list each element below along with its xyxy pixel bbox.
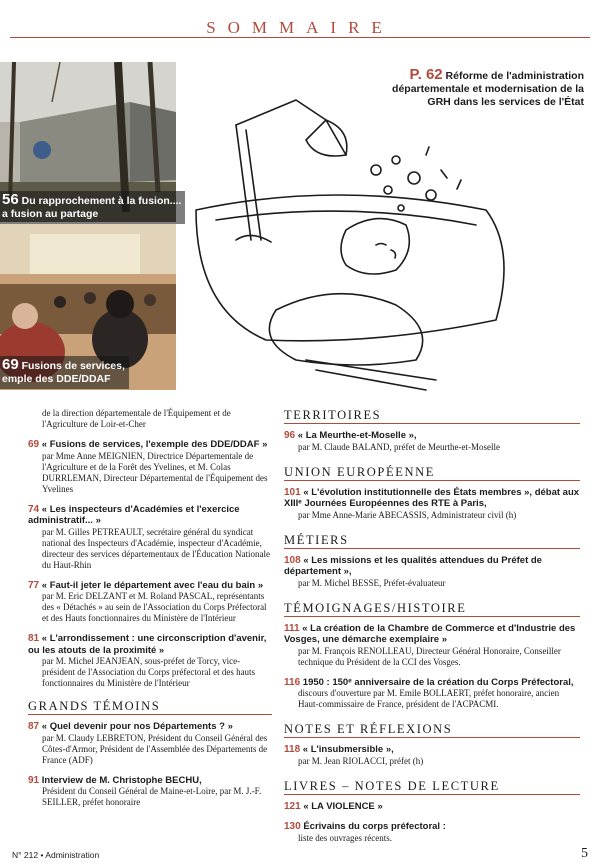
entry-page: 108 — [284, 554, 301, 566]
toc-entry[interactable] — [284, 677, 580, 711]
toc-entry[interactable] — [284, 744, 580, 767]
section-heading: TÉMOIGNAGES/HISTOIRE — [284, 603, 580, 617]
entry-title: « Les missions et les qualités attendues du Préfet de département », — [284, 554, 542, 577]
toc-entry[interactable] — [28, 633, 272, 689]
page-footer — [0, 844, 600, 868]
entry-page: 96 — [284, 430, 296, 441]
entry-author: par M. Claude BALAND, préfet de Meurthe-et-Moselle — [298, 441, 500, 452]
entry-page: 101 — [284, 486, 301, 498]
section-heading: UNION EUROPÉENNE — [284, 467, 580, 481]
entry-author: par M. Michel BESSE, Préfet-évaluateur — [298, 577, 446, 588]
toc-entry[interactable] — [28, 775, 272, 809]
feature-article[interactable] — [374, 68, 584, 109]
feature-title: Réforme de l'administration départementale et modernisation de la GRH dans les services de l'État — [392, 70, 584, 108]
entry-author: liste des ouvrages récents. — [298, 832, 392, 843]
entry-author: par M. Claudy LEBRETON, Président du Conseil Général des Côtes-d'Armor, Président de l'Assemblée des Départements de France (ADF) — [42, 732, 268, 765]
entry-author: par M. Gilles PETREAULT, secrétaire général du syndicat national des Inspecteurs d'Académie, inspecteur d'Académie, directeur des services départementaux de l'Éducation Nationale du Haut-Rhin — [42, 526, 271, 570]
section-heading: LIVRES – NOTES DE LECTURE — [284, 781, 580, 795]
entry-author: par M. Jean RIOLACCI, préfet (h) — [298, 755, 424, 766]
entry-page: 111 — [284, 622, 300, 634]
entry-title: « Fusions de services, l'exemple des DDE/DDAF » — [41, 439, 268, 450]
feature-page-number: P. 62 — [409, 66, 443, 83]
entry-author: par M. Eric DELZANT et M. Roland PASCAL, représentants des « Détachés » au sein de l'Association du Corps Préfectoral et des Hauts fonctionnaires du Ministère de l'Intérieur — [42, 591, 267, 623]
toc-entry[interactable] — [284, 487, 580, 521]
toc-entry[interactable] — [284, 801, 580, 813]
masthead — [0, 0, 600, 60]
toc-entry[interactable] — [284, 430, 580, 453]
entry-title: « La création de la Chambre de Commerce et d'Industrie des Vosges, une démarche exemplaire » — [284, 622, 576, 645]
entry-title: « Faut-il jeter le département avec l'eau du bain » — [41, 579, 264, 591]
caption-line: Du rapprochement à la fusion.... — [21, 195, 182, 207]
entry-title: « L'arrondissement : une circonscription d'avenir, ou les atouts de la proximité » — [28, 633, 267, 656]
caption-line: emple des DDE/DDAF — [2, 373, 111, 385]
entry-title: Écrivains du corps préfectoral : — [303, 821, 446, 832]
page-number: 5 — [581, 846, 588, 861]
section-heading: MÉTIERS — [284, 535, 580, 549]
entry-page: 77 — [28, 579, 40, 591]
photo-caption-bottom — [0, 356, 129, 389]
section-heading: TERRITOIRES — [284, 410, 580, 424]
sketch-illustration — [176, 60, 600, 405]
continued-text: de la direction départementale de l'Équipement et de l'Agriculture de Loir-et-Cher — [42, 408, 231, 429]
entry-page: 121 — [284, 800, 301, 812]
toc-entry[interactable] — [284, 623, 580, 668]
entry-page: 74 — [28, 503, 40, 515]
entry-title: « Les inspecteurs d'Académies et l'exercice administratif... » — [28, 503, 240, 526]
section-heading: GRANDS TÉMOINS — [28, 701, 272, 715]
entry-page: 81 — [28, 633, 40, 644]
toc-entry[interactable] — [28, 580, 272, 625]
page-title: SOMMAIRE — [206, 18, 394, 37]
entry-author: par M. François RENOLLEAU, Directeur Général Honoraire, Conseiller technique du Président de la CCI des Vosges. — [298, 645, 561, 667]
entry-title: « L'insubmersible », — [302, 744, 394, 755]
caption-line: a fusion au partage — [2, 208, 99, 220]
caption-number: 56 — [2, 191, 19, 208]
toc-entry[interactable] — [284, 555, 580, 589]
entry-page: 116 — [284, 676, 301, 688]
toc-entry[interactable] — [28, 721, 272, 766]
photo-caption-top — [0, 191, 185, 224]
entry-page: 69 — [28, 439, 40, 450]
caption-line: Fusions de services, — [21, 360, 125, 372]
entry-page: 118 — [284, 744, 301, 755]
toc-entry[interactable] — [28, 439, 272, 495]
entry-title: « LA VIOLENCE » — [303, 800, 383, 812]
entry-page: 87 — [28, 721, 40, 732]
entry-author: discours d'ouverture par M. Emile BOLLAERT, préfet honoraire, ancien Haut-commissaire de France, président de l'ACPACMI. — [298, 688, 560, 709]
entry-title: « La Meurthe-et-Moselle », — [297, 430, 417, 441]
title-rule — [10, 37, 590, 38]
entry-page: 130 — [284, 821, 301, 832]
entry-author: par M. Michel JEANJEAN, sous-préfet de Torcy, vice-président de l'Association du Corps préfectoral et des hauts fonctionnaires du Ministère de l'Intérieur — [42, 656, 256, 688]
entry-author: par Mme Anne-Marie ABECASSIS, Administrateur civil (h) — [298, 509, 517, 520]
entry-title: Interview de M. Christophe BECHU, — [41, 774, 202, 786]
entry-author: par Mme Anne MEIGNIEN, Directrice Départementale de l'Agriculture et de la Forêt des Yvelines, et M. Colas DURRLEMAN, Directeur Départemental de l'Équipement des Yvelines — [42, 450, 268, 494]
entry-title: 1950 : 150ᵉ anniversaire de la création du Corps Préfectoral, — [302, 676, 574, 688]
entry-page: 91 — [28, 774, 40, 786]
toc-entry[interactable] — [284, 821, 580, 844]
right-column — [284, 410, 580, 853]
entry-title: « L'évolution institutionnelle des États membres », débat aux XIIIᵉ Journées Européennes des RTE à Paris, — [284, 486, 580, 509]
toc-entry[interactable] — [28, 504, 272, 571]
section-heading: NOTES ET RÉFLEXIONS — [284, 724, 580, 738]
entry-title: « Quel devenir pour nos Départements ? » — [41, 721, 233, 732]
issue-label: N° 212 • Administration — [12, 850, 100, 860]
caption-number: 69 — [2, 356, 19, 373]
left-column — [28, 408, 272, 817]
entry-author: Président du Conseil Général de Maine-et-Loire, par M. J.-F. SEILLER, préfet honoraire — [42, 786, 262, 807]
